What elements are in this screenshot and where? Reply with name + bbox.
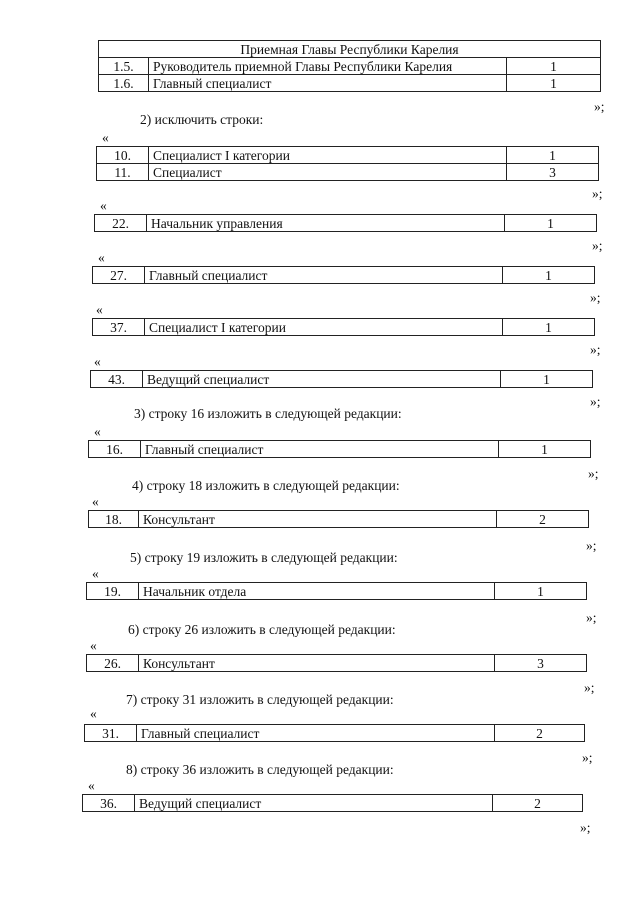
table-row bbox=[87, 583, 587, 600]
row-number: 1.6. bbox=[99, 75, 149, 92]
row-number: 22. bbox=[95, 215, 147, 232]
edited-row-table bbox=[82, 794, 583, 812]
instruction-text: 5) строку 19 изложить в следующей редакции: bbox=[130, 550, 398, 565]
opening-quote: « bbox=[88, 778, 95, 793]
opening-quote: « bbox=[94, 424, 101, 439]
opening-quote: « bbox=[90, 638, 97, 653]
row-number: 18. bbox=[89, 511, 139, 528]
table-row bbox=[85, 725, 585, 742]
excluded-row-table bbox=[92, 266, 595, 284]
row-number: 11. bbox=[97, 164, 149, 181]
closing-quote: »; bbox=[592, 186, 603, 201]
row-number: 37. bbox=[93, 319, 145, 336]
reception-table bbox=[98, 40, 601, 92]
instruction-text: 6) строку 26 изложить в следующей редакции: bbox=[128, 622, 396, 637]
row-number: 31. bbox=[85, 725, 137, 742]
row-count: 1 bbox=[507, 58, 601, 75]
opening-quote: « bbox=[100, 198, 107, 213]
row-position: Главный специалист bbox=[137, 725, 495, 742]
closing-quote: »; bbox=[590, 290, 601, 305]
closing-quote: »; bbox=[588, 466, 599, 481]
row-position: Главный специалист bbox=[141, 441, 499, 458]
row-count: 3 bbox=[507, 164, 599, 181]
instruction-text: 2) исключить строки: bbox=[140, 112, 264, 127]
row-position: Начальник отдела bbox=[139, 583, 495, 600]
table-row bbox=[93, 319, 595, 336]
row-number: 36. bbox=[83, 795, 135, 812]
row-position: Главный специалист bbox=[145, 267, 503, 284]
closing-quote: »; bbox=[586, 538, 597, 553]
table-row bbox=[97, 164, 599, 181]
row-number: 19. bbox=[87, 583, 139, 600]
instruction-text: 3) строку 16 изложить в следующей редакции: bbox=[134, 406, 402, 421]
table-row bbox=[99, 58, 601, 75]
row-count: 3 bbox=[495, 655, 587, 672]
row-count: 2 bbox=[495, 725, 585, 742]
opening-quote: « bbox=[92, 566, 99, 581]
edited-row-table bbox=[88, 510, 589, 528]
closing-quote: »; bbox=[580, 820, 591, 835]
table-row bbox=[89, 511, 589, 528]
row-number: 26. bbox=[87, 655, 139, 672]
row-count: 1 bbox=[507, 147, 599, 164]
row-number: 1.5. bbox=[99, 58, 149, 75]
instruction-text: 4) строку 18 изложить в следующей редакции: bbox=[132, 478, 400, 493]
row-count: 1 bbox=[503, 319, 595, 336]
closing-quote: »; bbox=[586, 610, 597, 625]
opening-quote: « bbox=[102, 130, 109, 145]
edited-row-table bbox=[84, 724, 585, 742]
row-position: Консультант bbox=[139, 511, 497, 528]
table-row bbox=[97, 147, 599, 164]
row-count: 1 bbox=[507, 75, 601, 92]
instruction-text: 7) строку 31 изложить в следующей редакции: bbox=[126, 692, 394, 707]
row-count: 1 bbox=[505, 215, 597, 232]
row-number: 16. bbox=[89, 441, 141, 458]
closing-quote: »; bbox=[582, 750, 593, 765]
edited-row-table bbox=[88, 440, 591, 458]
row-position: Ведущий специалист bbox=[135, 795, 493, 812]
row-count: 2 bbox=[497, 511, 589, 528]
row-number: 10. bbox=[97, 147, 149, 164]
row-count: 1 bbox=[495, 583, 587, 600]
row-count: 1 bbox=[499, 441, 591, 458]
closing-quote: »; bbox=[584, 680, 595, 695]
row-count: 1 bbox=[503, 267, 595, 284]
row-position: Начальник управления bbox=[147, 215, 505, 232]
row-position: Консультант bbox=[139, 655, 495, 672]
row-number: 43. bbox=[91, 371, 143, 388]
opening-quote: « bbox=[90, 706, 97, 721]
closing-quote: »; bbox=[592, 238, 603, 253]
table-row bbox=[99, 75, 601, 92]
excluded-row-table bbox=[90, 370, 593, 388]
table-row bbox=[95, 215, 597, 232]
row-position: Руководитель приемной Главы Республики Карелия bbox=[149, 58, 507, 75]
closing-quote: »; bbox=[590, 342, 601, 357]
excluded-row-table bbox=[92, 318, 595, 336]
row-position: Ведущий специалист bbox=[143, 371, 501, 388]
table-header-row bbox=[99, 41, 601, 58]
instruction-text: 8) строку 36 изложить в следующей редакции: bbox=[126, 762, 394, 777]
opening-quote: « bbox=[92, 494, 99, 509]
row-position: Специалист I категории bbox=[149, 147, 507, 164]
excluded-rows-table bbox=[96, 146, 599, 181]
table-row bbox=[83, 795, 583, 812]
row-number: 27. bbox=[93, 267, 145, 284]
closing-quote: »; bbox=[590, 394, 601, 409]
row-count: 1 bbox=[501, 371, 593, 388]
excluded-row-table bbox=[94, 214, 597, 232]
closing-quote: »; bbox=[594, 99, 605, 114]
opening-quote: « bbox=[98, 250, 105, 265]
edited-row-table bbox=[86, 582, 587, 600]
table-row bbox=[89, 441, 591, 458]
row-count: 2 bbox=[493, 795, 583, 812]
row-position: Специалист bbox=[149, 164, 507, 181]
row-position: Главный специалист bbox=[149, 75, 507, 92]
opening-quote: « bbox=[96, 302, 103, 317]
table-row bbox=[87, 655, 587, 672]
table-row bbox=[91, 371, 593, 388]
table-row bbox=[93, 267, 595, 284]
row-position: Специалист I категории bbox=[145, 319, 503, 336]
opening-quote: « bbox=[94, 354, 101, 369]
table-header: Приемная Главы Республики Карелия bbox=[99, 41, 601, 58]
edited-row-table bbox=[86, 654, 587, 672]
